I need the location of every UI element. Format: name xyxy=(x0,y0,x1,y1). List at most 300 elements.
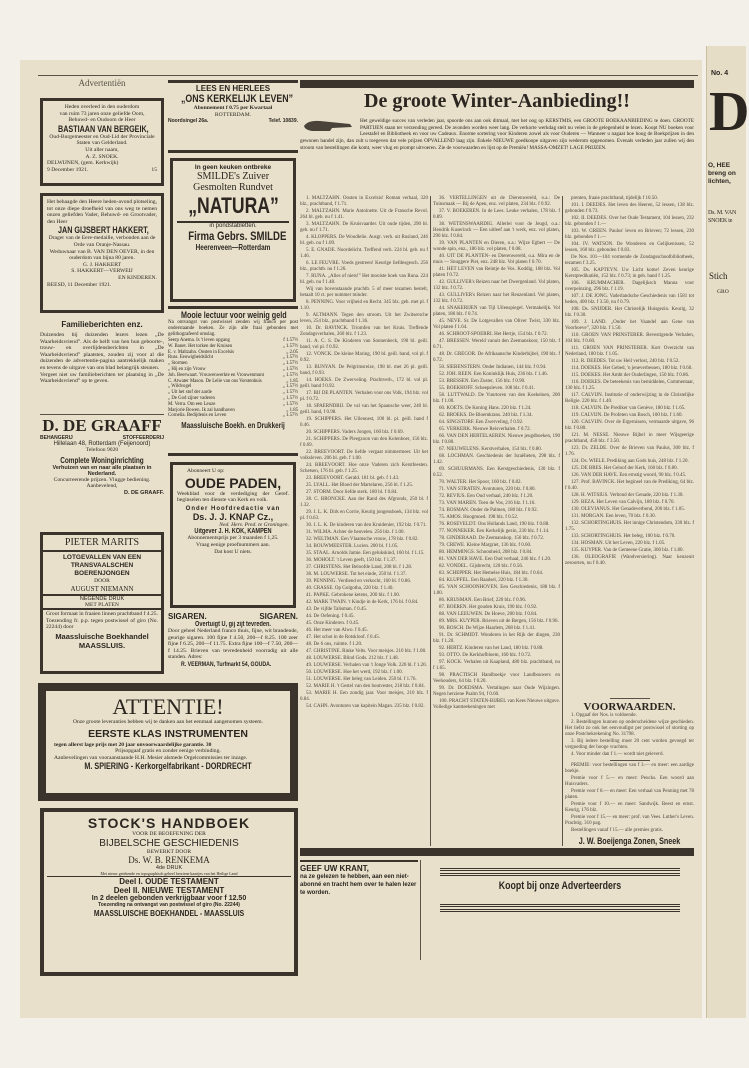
list-item: 103. W. GREEN. Paulus' leven en Brieven; 72 lessen, 230 blz. gebonden f 1.— xyxy=(565,229,694,240)
text: NEGENDE DRUK xyxy=(79,595,125,602)
list-item: 8. PENNING. Voor vrijheid en Recht. 345 blz. geb. met pl. f 1.10. xyxy=(300,300,428,311)
list-item: 44. SNAKERIJEN van Tijl Uilenspiegel. Vermakelijk. Vol platen, 186 blz. f 0.74. xyxy=(433,306,560,317)
text: Behuwd- en Oudoom de Heer xyxy=(68,117,136,124)
text: MET PLATEN xyxy=(43,602,161,611)
list-item: 43. GULLIVER's Reizen naar het Reuzenland. Vol platen, 132 blz. f 0.72. xyxy=(433,293,560,304)
list-item: 100. PRACHT STATEN-BIJBEL van Kees Nieuwe uitgave. Volledige kantteekeningen met xyxy=(433,699,560,710)
list-item: 84. KLUPFEL. Een Raadsel, 220 blz. f 1.30. xyxy=(439,578,529,583)
list-item: 117. CALVIJN. Institutie of onderwijzing in de Christelijke Religie. 220 blz. f 1.40. xyxy=(565,393,694,404)
book-title: „ De God zijner vaderen xyxy=(168,395,215,401)
text: Abonnement f 0.75 per Kwartaal xyxy=(193,105,273,111)
text: Noordsingel 26a. xyxy=(168,118,209,125)
list-item: 97. KOCK. Verhalen uit Kaapland, 480 blz. prachtband, nu f 1.65. xyxy=(433,660,560,671)
heading: SIGAREN. xyxy=(168,612,207,621)
list-item: 41. HET LEVEN van Reintje de Vos. Koddig, 168 blz. Vol platen f 0.72. xyxy=(433,267,560,278)
winter-offer-title: De groote Winter-Aanbieding!! xyxy=(364,90,630,112)
list-item: 98. PRACTISCH Handboekje voor Landbouwers en Veehouders, 64 blz. f 0.20. xyxy=(433,673,560,684)
list-item: 85. VAN SCHOONHOVEN. Een Geschiedenis, 188 blz. f 1.00. xyxy=(433,585,560,596)
editor: Ds. J. J. KNAP Cz., xyxy=(192,511,274,522)
list-item: 109. J. LAND. „Onder het Vaandel aan Gene van Voorhoeve”, 320 blz. f 1.50. xyxy=(565,320,694,331)
list-item: 21. SCHIPPERS. De Pleegzoon van den Kolenboer, 156 blz. f 0.69. xyxy=(300,437,428,448)
text: D. DE GRAAFF. xyxy=(123,489,164,496)
list-item: 67. NIEUWELENS. Kerstverhalen, 154 blz. f 0.80. xyxy=(439,447,543,452)
text: LEES EN HERLEES xyxy=(195,84,271,93)
firm: Maassluische Boekh. en Drukkerij xyxy=(181,421,285,431)
list-item: 29. J. L. K. Dirk en Corrie, Keurig jongensboek, 134 blz. vol pl. f 0.63. xyxy=(300,510,428,521)
ad-stocks-handboek xyxy=(40,808,298,976)
next-text: breng on xyxy=(708,170,736,177)
ad-mooie-lectuur xyxy=(168,310,298,430)
headline: Complete Woninginrichting xyxy=(60,455,144,465)
next-text: Stich xyxy=(709,271,728,281)
list-item: De Nos. 101—104 vormende de Zondagsschoolbibliotheek, tezamen f 3.25. xyxy=(565,255,694,266)
book-title: Russ. Eeuwigheidslicht xyxy=(168,355,214,361)
book-price: „ 1.57½ xyxy=(282,401,298,407)
text: SMILDE's Zuiver xyxy=(196,171,270,182)
list-item: 66. VAN DEN HERTELAEREN. Nieuwe jeugdboeken, 190 blz. f 0.80. xyxy=(433,434,560,445)
text: Deel I. OUDE TESTAMENT xyxy=(119,877,219,887)
list-item: 1. MALTZAHN. Oosten in Excelsis! Roman verhaal, 320 blz., prachtband, f 1.71. xyxy=(300,196,428,207)
next-text: lichten, xyxy=(708,178,731,185)
list-item: 50. SIEBENSTERN. Onder Indianen, 144 blz. f 0.94. xyxy=(439,365,547,370)
text: A. Z. SNOEK. xyxy=(85,153,119,160)
list-item: 47. BRESSEN. Wereld vanuit den Zeemanskoor, 150 blz. f 0.71. xyxy=(433,339,560,350)
list-item: 46. SCHROOT-SPOERRI. Het Hertje, 154 blz. f 0.72. xyxy=(439,332,548,337)
book-title: C. Atwater Mason. De Lelie van ons Vorstenhuis xyxy=(168,378,262,384)
list-item: 112. R. DEEDES. Tot uw Heil verlost, 240 blz. f 0.52. xyxy=(571,359,680,364)
text: DELWIJNEN, (gem. Kerkwijk) xyxy=(47,160,119,167)
list-item: 83. SCHEPPER. Het Hemelse Huis, 184 blz. f 0.64. xyxy=(439,571,544,576)
list-item: 53. BRESSEN. Een Zuster, 156 blz. f 0.90. xyxy=(439,379,526,384)
firm: M. SPIERING - Kerkorgelfabrikant - DORDRECHT xyxy=(84,761,252,772)
winter-offer-intro: Het geweldige succes van verleden jaar, spoorde ons aan ook ditmaal, met het oog op KERSTMIS, een GROOTE BOEKAANBIEDING te doen. GROOTE PARTIJEN staan ter verzending gereed. De avonden worden weer lang. De verkorte werkdag stelt nu velen in de gelegenheid te lezen. Koopt NU boeken voor Leestafel en Bibliotheek en voor uw Cadeaux. Enorme sortering voor Kinderen zowel als voor Ouderen — Wanneer u nagaat hoe hoog de Boekprijzen in den gewonen handel zijn, dan zult u toegeven dat vele prijzen OPVALLEND laag zijn. Enkele NIEUWE goedkoope uitgaven zijn wederom opgenomen. Evenals verleden jaar zullen wij den stroom van bestellingen die komt, weer vlug en prompt uitvoeren. Zie de voorwaarden en lijst op de Premiën! MASSA-OMZET! LAGE PRIJZEN. xyxy=(300,118,694,151)
text: in pondstabletten. xyxy=(177,221,289,229)
text: AUGUST NIEMANN xyxy=(43,585,161,596)
ad-oude-paden xyxy=(170,462,296,608)
section-heading: Advertentiën xyxy=(78,78,126,88)
list-item: 72. REVIUS. Een Oud verhaal, 240 blz. f 1.20. xyxy=(439,494,534,499)
list-item: 58. LUTTWALD. De Vuurtoren van den Koekeloen, 200 blz. f 1.00. xyxy=(433,393,560,404)
book-price: „ 1.57½ xyxy=(282,384,298,390)
book-title: E. v. Maltzahn. Oosten in Excelsis xyxy=(168,349,235,355)
book-title: M. Verra. Om een Leuze xyxy=(168,401,216,407)
list-item: 40. CRASSE. Op Golgotha, 220 blz. f 1.40. xyxy=(306,586,394,591)
heading: Familieberichten enz. xyxy=(61,320,143,329)
list-item: 22. BREEVOORT. De liefde vergaat nimmermeer. Uit het volksleven. 206 bl. geb. f 1.00. xyxy=(300,450,428,461)
list-item: prenten, fraaie prachtband, tijdelijk f 10.50. xyxy=(571,196,659,201)
text: Vraag eenige proefnummers aan. xyxy=(196,541,270,548)
list-item: 45. Onze Kinderen. f 0.45. xyxy=(306,621,360,626)
list-item: 64. SINGSTORF. Een Zwerveling, f 0.92. xyxy=(439,420,524,425)
phone: Telefoon 9020 xyxy=(85,447,119,453)
list-item: 62. BROEKS. De Bloemkrans. 240 blz. f 1.34. xyxy=(439,413,533,418)
text: Het behaagde den Heere heden-avond plotseling, tot onze diepe droefheid van ons weg te nemen onzen geliefden Vader, Behuwd- en Grootvader, den Heer xyxy=(47,199,157,225)
list-item: 71. VAN STRATEN. Avonturen, 220 blz. f 0.80. xyxy=(439,487,536,492)
list-item: 86. KRUSMAN. Een Brief, 220 blz. f 0.96. xyxy=(439,598,527,603)
list-item: 93. OTTO. De Kerkhofbloem, 160 blz. f 0.72. xyxy=(439,653,532,658)
list-item: 4. Voor minder dan f 1.— wordt niet geleverd. xyxy=(571,752,664,757)
list-item: Premie voor f 8.— en meer: Een verhaal van Penning met 78 platen. xyxy=(565,789,694,800)
ad-number: 15 xyxy=(151,166,157,173)
book-price: „ 1.57½ xyxy=(282,390,298,396)
book-title: Seerp Anema. Is 't leven opgang xyxy=(168,338,230,343)
text: Na ontvangst van postwissel zenden wij franco per post onderstaande boeken. Ze zijn alle fraai gebonden met gelithografeerd omslag. xyxy=(168,320,298,337)
subject: BIJBELSCHE GESCHIEDENIS xyxy=(99,837,239,849)
ad-attentie xyxy=(38,683,298,801)
next-text: GRO xyxy=(717,289,729,295)
firm: Firma Gebrs. SMILDE xyxy=(188,229,287,243)
list-item: 77. NONNEKER. Een Kerkelijk gezin, 230 blz. f 1.14. xyxy=(439,529,550,534)
list-item: 10. Dr. BAVINCK. Triomfen van het Kruis. Treffende Zondagsverhalen, 260 blz. f 1.23. xyxy=(300,326,428,337)
list-item: 48. Dr. GREGOR. De Afrikaansche Kinderbijbel, 190 blz. f 0.72. xyxy=(433,352,560,363)
list-item: 128. H. WITSIUS. Verbond der Genade, 220 blz. f 1.30. xyxy=(571,493,684,498)
text: tegen allerst lage prijs met 20 jaar onvoorwaardelijke garantie. xyxy=(54,741,205,748)
list-item: 12. VONCK. De kleine Maring, 190 bl. geill. band, vol pl. f 0.92. xyxy=(300,352,428,363)
list-item: 111. GROEN VAN PRINSTERER. Kort Overzicht van Nederland, 180 blz. f 1.05. xyxy=(565,346,694,357)
book-price: „ 1.57½ xyxy=(282,366,298,372)
heading: GEEF UW KRANT, xyxy=(300,864,369,873)
obituary-name: BASTIAAN VAN BERGEIK, xyxy=(58,123,149,134)
list-item: 107. J. DE JONG. Vaderlandsche Geschiedenis van 1581 tot heden, 400 blz. f 3.50, nu f 0.79. xyxy=(565,294,694,305)
book-price: „ 2.05 xyxy=(286,349,298,355)
text: Gesmolten Rundvet xyxy=(193,182,273,193)
text: Verhuizen van en naar alle plaatsen in Nederland. xyxy=(52,464,152,477)
list-item: 118. CALVIJN. De Prediker van Genève, 180 blz. f 1.65. xyxy=(571,406,686,411)
text: Dat kost U niets. xyxy=(214,548,252,555)
text: Prijsopgaaf gratis en zonder eenige verbinding. xyxy=(115,748,221,755)
heading: SIGAREN. xyxy=(259,612,298,621)
list-item: 40. UIT DE PLANTEN- en Dierenwereld, o.a. Mira en de muis — Snuggere Piet, enz. 248 blz. Vol platen f 0.70. xyxy=(433,254,560,265)
list-item: 121. M. NESSE. Nieuwe Bijbel in meer Wijsgeerige prachtband, 450 blz. f 3.50. xyxy=(565,433,694,444)
list-item: 11. A. C. S. De Kinderen van Sonnenheck, 190 bl. geill. band, vol pl. f 0.92. xyxy=(300,339,428,350)
list-item: 115. DOEKES. Het Ambt der Ouderlingen, 150 blz. f 0.86. xyxy=(571,373,690,378)
text: 4de DRUK xyxy=(155,865,183,872)
list-item: 39. PENNING. Verdiend en verkocht, 160 bl. f 0.86. xyxy=(306,579,412,584)
author: PIETER MARITS xyxy=(43,535,161,552)
list-item: 129. BEZA. Het Leven van Calvijn, 180 blz. f 0.70. xyxy=(571,500,675,505)
text: Uit aller naam, xyxy=(85,146,119,153)
book-title: STOCK'S HANDBOEK xyxy=(87,815,251,831)
list-item: 52. MARIE H. 't Gestel van den houtvester, 218 blz. f 0.84. xyxy=(306,684,425,689)
ad-number: 30 xyxy=(205,741,212,748)
list-item: 45. NEVE. Sr. De Lotgevallen van Oliver Twist, 330 blz. Vol platen f 1.64. xyxy=(433,319,560,330)
list-item: 36. MOHOLT. 't Leven geeft, 150 blz. f 1.37. xyxy=(306,558,397,563)
list-item: Premie voor f 15.— en meer: prof. van Vees. Luther's Leven. Prachtig. 310 pag. xyxy=(565,815,694,826)
list-item: 79. CREWE. Kleine Margriet, 136 blz. f 0.60. xyxy=(439,543,532,548)
list-item: 3. Bij iedere bestelling moet 20 cent worden gevoegd ter vergoeding der hooge vrachten. xyxy=(565,739,694,750)
list-item: 81. VAN DER HAVE. Een Oud verhaal, 246 blz. f 1.20. xyxy=(439,557,552,562)
text: Drager van de Eere-medaille, verbonden aan de Orde van Oranje-Nassau. xyxy=(48,235,156,248)
list-item: 80. HEMMINGS. Schoonheid, 208 blz. f 0.84. xyxy=(439,550,533,555)
list-item: 9. ALTMANN. Tegen den stroom. Uit het Zwitsersche leven, 254 blz., prachtband f 1.36. xyxy=(300,313,428,324)
list-item: 91. Dr. SCHMIDT. Wonderen in het Rijk der dingen, 230 blz. f 1.20. xyxy=(433,633,560,644)
book-price: „ 1.57½ xyxy=(282,361,298,367)
ad-natura xyxy=(170,158,296,302)
list-item: 123. Dr. ZELDE. Over de Brieven van Paulus, 300 blz. f 1.76. xyxy=(565,446,694,457)
list-item: 51. LOUWERSE. Het beleg van Leiden. 250 bl. f 1.76. xyxy=(306,677,417,682)
address: Hillelaan 48, Rotterdam (Feijenoord) xyxy=(53,441,151,447)
text: Weekblad voor de verdediging der Geref. beginselen ten dienste van Kerk en volk. xyxy=(177,490,289,504)
date: 9 December 1921. xyxy=(47,166,89,173)
text: VOOR DE BEOEFENING DER xyxy=(132,831,206,837)
book-item xyxy=(168,413,298,419)
ad-de-graaff xyxy=(40,416,164,496)
list-item: 42. GULLIVER's Reizen naar het Dwergenland. Vol platen, 132 blz. f 0.72. xyxy=(433,280,560,291)
text: Toezending na ontvangst van postwissel of giro (No. 22244) xyxy=(98,902,240,909)
book-price: f 1.57½ xyxy=(283,338,298,343)
terms-list xyxy=(565,713,694,758)
text: na ze gelezen te hebben, aan een niet-abonné en tracht hem over te halen lezer te worden. xyxy=(300,874,417,896)
list-item: 110. GROEN VAN PRINSTERER. Bevestigende Verhalen, 104 blz. f 0.60. xyxy=(565,333,694,344)
book-title: „ Stormen xyxy=(168,361,188,367)
ad-geef-uw-krant xyxy=(300,864,418,897)
list-item: 126. VAN DER HAVE. Een ernstig woord, 90 blz. f 0.45. xyxy=(571,473,687,478)
text: van ruim 73 jaren onze geliefde Oom, xyxy=(59,110,145,117)
book-title: „ Wildvogel xyxy=(168,384,192,390)
list-item: 73. VAN MAREN. Toen de Vos, 216 blz. f 1.16. xyxy=(439,501,536,506)
book-title: „ Uit het stof der aarde xyxy=(168,390,212,396)
firm-boeijenga: J. W. Boeijenga Zonen, Sneek xyxy=(578,836,681,846)
list-item: 42. MARK TWAIN. 't Kindje in de Kerk, 176 bl. f 0.84. xyxy=(306,600,419,605)
list-item: 3. MALTZAHN. De Kruisvaarder. Uit oude tijden, 290 bl. geb. nu f 1.71. xyxy=(300,222,428,233)
text: Onze groote leveranties hebben wij te danken aan het eenmaal aangenomen systeem. xyxy=(72,719,264,725)
list-item: 49. LOUWERSE. Verhalen van 't Jonge Volk. 220 bl. f 1.20. xyxy=(306,663,427,668)
list-item: 120. CALVIJN. Over de Ergernissen, vermaarde uitgave, 96 blz. f 0.80. xyxy=(565,420,694,431)
book-price: „ 1.57½ xyxy=(282,372,298,378)
list-item: 36. VERTELLINGEN uit de Dierenwereld, o.a.: De Tuinsmaak — Bij de Apen, enz. vol platen, 234 blz. f 0.92. xyxy=(433,196,560,207)
heading: Mooie lectuur voor weinig geld xyxy=(181,310,287,320)
text: Heden overleed in den ouderdom xyxy=(64,104,140,110)
heading: ATTENTIE! xyxy=(112,694,224,719)
book-price: „ 1.57½ xyxy=(282,395,298,401)
obituary-bergeik xyxy=(40,98,164,186)
text: Abonneert U op: xyxy=(187,468,225,474)
list-item: 47. CHRISTINE. Rinke Velts. Voor meisjes. 210 blz. f 1.08. xyxy=(306,649,427,654)
list-item: 104. IV. WATSON. De Wonderen en Gelijkenissen, 52 lessen, 160 blz. gebonden f 0.83. xyxy=(565,242,694,253)
obituary-hakkert xyxy=(40,193,164,313)
list-item: 50. LOUWERSE. Hoe het werd, 192 blz. f 1.00. xyxy=(306,670,403,675)
list-item: 130. OLEVIANUS. Het Genadeverbond, 206 blz. f 1.05. xyxy=(571,507,686,512)
text: Weduwnaar van B. VAN DEN OEVER, in den ouderdom van bijna 80 jaren. xyxy=(49,248,155,262)
headline: EERSTE KLAS INSTRUMENTEN xyxy=(88,727,248,740)
list-item: 7. RUNA. „Alles of niets!” Het mooiste boek van Runa. 224 bl. geb. nu f 1.48. xyxy=(300,274,428,285)
list-item: 24. BREEVOORT. Hoe onze Vaderen zich Kerstfeesten. Schetsen, 176 bl. geb. f 1.25. xyxy=(300,463,428,474)
list-item: 74. BOSMAN. Onder de Palmen, 180 blz. f 0.92. xyxy=(439,508,538,513)
list-item: 32. WELTMAN. Een Vlaamsche vrouw, 178 blz. f 0.82. xyxy=(306,537,419,542)
text: ROTTERDAM. xyxy=(214,111,252,118)
list-item: Bestellingen vanaf f 15.— alle premies gratis. xyxy=(571,828,663,833)
list-item: 18. SPAERNDRIJ. De val van het Spaansche weer, 240 bl. geill. band, f 0.98. xyxy=(300,404,428,415)
list-item: 69. SCHUURMANS. Een Kerstgeschiedenis, 130 blz. f 0.52. xyxy=(433,467,560,478)
list-item: 27. STORM. Door liefde sterk. 180 bl. f 0.84. xyxy=(306,490,398,495)
list-item: 28. C. BRONCKE. Aan der Rand des Afgronds, 250 bl. f 1.32. xyxy=(300,497,428,508)
book-title: LOTGEVALLEN VAN EEN TRANSVAALSCHEN BOERENJONGEN xyxy=(62,554,142,577)
next-text: Ds. M. VAN xyxy=(708,210,737,216)
shop: Maassluische Boekhandel xyxy=(55,631,149,641)
book-price: „ 1.85 xyxy=(286,378,298,384)
book-title: „ Hij en zijn Vrouw xyxy=(168,366,206,372)
list-item: 37. V. BOEKEREN. In de Lees. Leuke verhalen, 178 blz. f 0.89. xyxy=(433,209,560,220)
list-item: 82. VONDEL. Gijsbrecht, 120 blz. f 0.56. xyxy=(439,564,524,569)
text: Met nieuw getekende en topographisch geheel herziene kaartjes van het Heilige Land xyxy=(47,871,291,877)
firm: MAASSLUISCHE BOEKHANDEL - MAASSLUIS xyxy=(93,908,245,919)
list-item: 134. HOSMAN. Uit het Leven, 220 blz. f 1.05. xyxy=(571,541,666,546)
list-item: 1. Opgaaf der Nos. is voldoende. xyxy=(571,713,637,718)
next-text: SNOEK te xyxy=(708,217,733,224)
list-item: 52. JOH. BEEN. Een Koninklijk Huis, 236 blz. f 1.46. xyxy=(439,372,548,377)
text: Groot formaat in fraaien linnen prachtband f 4.25. Toezending fr. p.p. tegen postwissel of giro (No. 22244) door xyxy=(46,611,158,631)
list-item: 89. MRS. KUYPER. Brieven uit de Bergen, 156 blz. f 0.96. xyxy=(439,619,559,624)
list-item: 4. KLOPPERS. De Woudlelie. Ausgr. verh. uit Rusland, 246 bl. geb. nu f 1.09. xyxy=(300,235,428,246)
greek-key-border xyxy=(440,904,680,912)
list-item: 133. SCHORTINGHUIS. Het beleg, 100 blz. f 0.70. xyxy=(571,534,676,539)
list-item: 38. WETENSWAARDIG. Allerlei voor de Jeugd, o.a.: Hendrik Kuserinck — Een uitleef aan 't werk, enz. vol platen, 290 blz. f 0.84. xyxy=(433,222,560,239)
title: „ONS KERKELIJK LEVEN” xyxy=(181,93,293,105)
slogan: Overtuigt U, gij zijt tevreden. xyxy=(195,621,271,628)
book-list-column-3 xyxy=(565,196,694,846)
list-item: 88. VAN LEEUWEN. De Hoeve, 200 blz. f 0.84. xyxy=(439,612,538,617)
list-item: 102. II. DEEDES. Over het Oude Testament, 104 lessen, 232 blz. gebonden f 1.— xyxy=(565,216,694,227)
ad-sigaren xyxy=(168,612,298,668)
list-item: 65. VERKERK. Nieuwe Reisverhalen. f 0.72. xyxy=(439,427,531,432)
list-item: 48. LOUWERSE. Blind Gods. 212 blz. f 1.48. xyxy=(306,656,399,661)
greek-key-border xyxy=(440,868,680,876)
page-number: No. 4 xyxy=(711,70,729,77)
list-item: 25. LYALL. Het Bloed der Martelaren, 256 bl. f 1.25. xyxy=(306,483,414,488)
list-item: 75. AMOS. Hoogmoed. 198 blz. f 0.52. xyxy=(439,515,519,520)
city: Heerenveen—Rotterdam xyxy=(195,243,271,252)
terms-heading: VOORWAARDEN. xyxy=(583,701,676,713)
text: EN KINDEREN. xyxy=(118,274,157,281)
text: S. HAKKERT—VERWEIJ xyxy=(71,268,133,275)
list-item: 114. DOEKES. Het Gebed, 'n jeneverbessen, 180 blz. f 0.60. xyxy=(571,366,693,371)
list-item: 34. BOUWMEESTER. Lucien. 200 bl. f 1.05. xyxy=(306,544,399,549)
list-item: 30. J. L. K. De kinderen van den Kruidenier, 192 blz. f 0.71. xyxy=(306,523,427,528)
list-item: 41. PAPKE. Gebrokene ketens, 200 blz. f 1.00. xyxy=(306,593,401,598)
book-list xyxy=(168,338,298,419)
list-item: 125. DE BRES. Het Geloof der Kerk, 160 blz. f 0.80. xyxy=(571,466,678,471)
book-title: W. Banet. Het torken der Kruisen xyxy=(168,343,233,349)
text: BEHANGERIJ xyxy=(40,435,73,441)
list-item: 23. BREEVOORT. Gerald. 181 bl. geb. f 1.43. xyxy=(306,476,400,481)
price: In 2 deelen gebonden verkrijgbaar voor f 12.50 xyxy=(91,895,247,903)
list-item: 108. Ds. SNIJDER. Het Christelijk Huisgezin. Keurig, 32 blz. f 0.30. xyxy=(565,307,694,318)
list-item: 2. Bestellingen kunnen op onderscheidene wijze geschieden. Het liefst zo ook het eenvoudigst per postwissel of storting op onze Postchekrekening No. 31798. xyxy=(565,720,694,737)
list-item: 48. De 6 ons, ruimte. f 1.20. xyxy=(306,642,363,647)
list-item: 20. SCHIPPERS. Vaders Jongen, 160 blz. f 0.69. xyxy=(306,430,404,435)
text: Abonnementsprijs per 3 maanden f 1,25. xyxy=(187,535,279,542)
text: Ned. Herv. Pred. te Groningen. xyxy=(219,521,289,528)
text: Onder Hoofdredactie van xyxy=(185,505,281,512)
list-item: 132. SCHORTINGHUIS. Het innige Christendom, 330 blz. f 1.75. xyxy=(565,521,694,532)
title: OUDE PADEN, xyxy=(184,474,282,491)
winter-offer-intro-block xyxy=(300,118,694,152)
list-item: 6. LE FEUVRE. Voeds gestreen! Keurige liefdesgesch. 256 blz., prachtb. nu f 1.26. xyxy=(300,261,428,272)
text: STOFFEERDERIJ xyxy=(122,435,164,441)
text: Oud-Burgemeester en Oud-Lid der Provinciale Staten van Gelderland. xyxy=(49,133,155,147)
list-item: 54. CAHN. Avonturen van kapitein Magan. 235 blz. f 0.82. xyxy=(306,704,425,709)
list-item: 119. CALVIJN. De Profeten van Bosch, 100 blz. f 1.60. xyxy=(571,413,683,418)
text: DOOR xyxy=(94,578,110,584)
text: Door geheel Nederland franco thuis, fijne, wit brandende, geurige sigaren. 100 fijne f 4.50, 200—f 8.25. 100 zeer fijne f 6.25, 200—f 11.75. Extra fijne 100—f 7.50, 200—f 14.25. Brieven van tevredenheid voorradig uit alle standen. Adres: xyxy=(168,628,298,661)
list-item: 44. De Oefening. f 0.45. xyxy=(306,614,355,619)
list-item: 43. De vijfde Talisman. f 0.45. xyxy=(306,607,368,612)
list-item: 47. Het schot in de Rotskloof. f 0.45. xyxy=(306,635,381,640)
family-notice xyxy=(40,320,164,385)
book-price: „ 1.85 xyxy=(286,407,298,413)
book-price: „ 1.57½ xyxy=(282,343,298,349)
list-item: 31. WILMA. Achter de heuvelen. 256 blz. f 1.00. xyxy=(306,530,405,535)
address: R. VEERMAN, Turfmarkt 54, GOUDA. xyxy=(181,660,272,668)
list-item: 39. VAN PLANTEN en Dieren, o.a.: Wijze Egbert — De wonde spin, enz., 186 blz. vol platen, f 0.08. xyxy=(433,241,560,252)
obituary-name: JAN GIJSBERT HAKKERT, xyxy=(58,225,149,236)
firm-name: D. DE GRAAFF xyxy=(42,416,162,435)
list-item: 19. SCHIPPERS. Het Uilennest, 100 bl. pl. geill. band f 0.46. xyxy=(300,417,428,428)
list-item: 13. BUNYAN. De Pelgrimsreize, 198 bl. met 26 pl. geill. band, f 0.93. xyxy=(300,365,428,376)
book-price: „ 1.57½ xyxy=(282,413,298,419)
list-item: 127. Prof. BAVINCK. Het beginsel van de Prediking, 64 blz. f 0.40. xyxy=(565,480,694,491)
premium-list xyxy=(565,763,694,834)
text: Duizenden bij duizenden lezers lezen „De Waarheidsvriend”. Als de helft van hen hun geboorte-, trouw- en overlijdensberichten in „De Waarheidsvriend” plaatsten, zouden zij voor al die duizenden de advertentie-pagina aantrekkelijk maken en tevens de uitgave van ons blad belangrijk steunen. xyxy=(40,332,164,371)
book-list-column-2 xyxy=(433,196,560,846)
author: Ds. W. B. RENKEMA xyxy=(128,855,210,866)
list-item: 92. HERTZ. Kinderen van het Land, 180 blz. f 0.88. xyxy=(439,646,544,651)
list-item: 78. GINDERAAD. De Zeemanskop, 156 blz. f 0.72. xyxy=(439,536,545,541)
list-item: PREMIE: voor bestellingen van f 3.— en meer: een aardige boekje. xyxy=(565,763,694,774)
list-item: 105. Ds. KAPTEYN. Uw Licht kome! Zeven keurige Kerstpredikatiën, 152 blz. f 0.73; in geb. band f 1.25. xyxy=(565,268,694,279)
list-item: 135. KUYPER. Van de Gemeene Gratie, 360 blz. f 1.80. xyxy=(571,548,684,553)
list-item: 38. M. LOUWERSE. Tot het einde, 250 bl. f 1.37. xyxy=(306,572,407,577)
list-item: 2. MALTZAHN. Marie Antoinette. Uit de Fransche Revol. 264 bl. geb. nu f 1.41. xyxy=(300,209,428,220)
brand: „NATURA” xyxy=(188,193,279,218)
pointing-hand-icon xyxy=(302,119,356,133)
list-item: 87. BOEREN. Het gouden Kruis, 190 blz. f 0.92. xyxy=(439,605,538,610)
list-item: 116. DOEKES. De beteekenis van bemiddelen, Commentaar, 130 blz. f 1.25. xyxy=(565,380,694,391)
book-price: „ 1.57½ xyxy=(282,355,298,361)
list-item: 76. ROSEVELDT. Ons Hollands Land, 190 blz. f 0.88. xyxy=(439,522,550,527)
next-page-edge xyxy=(706,46,749,1018)
list-item: 17. BIJ DE PLANTEN. Verhalen voor ons Volk, 194 blz. vol pl. f 0.72. xyxy=(300,391,428,402)
list-item: 70. WALTER. Het Spoor, 160 blz. f 0.82. xyxy=(439,480,522,485)
text: Concurreerende prijzen. Vlugge bediening. xyxy=(53,476,151,483)
list-item: 53. MARIE H. Een zondig jaar. Voor meisjes, 210 blz. f 0.84. xyxy=(300,691,428,702)
book-title: Cornelia. Bedijdenis en Leven xyxy=(168,413,227,419)
book-title: Joh. Beerwaart. Vrouwenwerkte en Vrouwenmunt xyxy=(168,372,264,378)
text: Vergeet niet uw familieberichten ter plaatsing in „De Waarheidsvriend” op te geven. xyxy=(40,371,164,385)
list-item: 35. STAAL. Arnolds Jamie. Een gelukskind, 160 bl. f 1.15. xyxy=(306,551,425,556)
list-item: 136. OLEOGRAFIE (Wandversiering). Naar keuzeuit zesoorten, nu f 0.40. xyxy=(565,555,694,566)
text: BEWERKT DOOR xyxy=(146,848,192,855)
list-item: 55. BOEKHOFF. Scheepsleven. 108 blz. f 0.41. xyxy=(439,386,535,391)
list-item: 5. E. GNADE. Noordelicht. Treffend verh. 224 bl. geb. nu f 1.46. xyxy=(300,248,428,259)
list-item: 124. Ds. WIELE. Prediking aan Gods huis, 248 blz. f 1.20. xyxy=(571,459,689,464)
list-item: 46. Het meer van Alwo. f 0.45. xyxy=(306,628,368,633)
list-item: 90. BOSCH. De Wijze Haarlem, 208 blz. f 1.41. xyxy=(439,626,536,631)
list-item: 68. LOCHMAN. Geschiedenis der Israëlieten, 298 blz. f 1.42. xyxy=(433,454,560,465)
text: Aanbevelend, xyxy=(86,483,118,490)
list-item: 131. MORGAN. Een leven, 70 blz. f 0.30. xyxy=(571,514,656,519)
publisher: Uitgever J. H. KOK, KAMPEN xyxy=(194,528,272,536)
list-item: Premie voor f 5.— en meer: Peucks. Een woord aan Huisvaders. xyxy=(565,776,694,787)
text: Deel II. NIEUWE TESTAMENT xyxy=(113,886,225,896)
list-item: 106. KRUMMACHER. Dagelijksch Manna voor overpeinzing, 296 blz. f 1.19. xyxy=(565,281,694,292)
list-item: Premie voor f 10.— en meer: Sandwijk. Beest en ernst. Keurig, 176 blz. xyxy=(565,802,694,813)
date: BEESD, 11 December 1921. xyxy=(47,281,112,288)
text: G. J. HAKKERT xyxy=(82,261,122,268)
koopt-bij-adverteerders: Koopt bij onze Adverteerders xyxy=(498,880,622,892)
masthead-initial: D xyxy=(709,81,749,143)
ad-kerkelijk-leven xyxy=(168,84,298,124)
